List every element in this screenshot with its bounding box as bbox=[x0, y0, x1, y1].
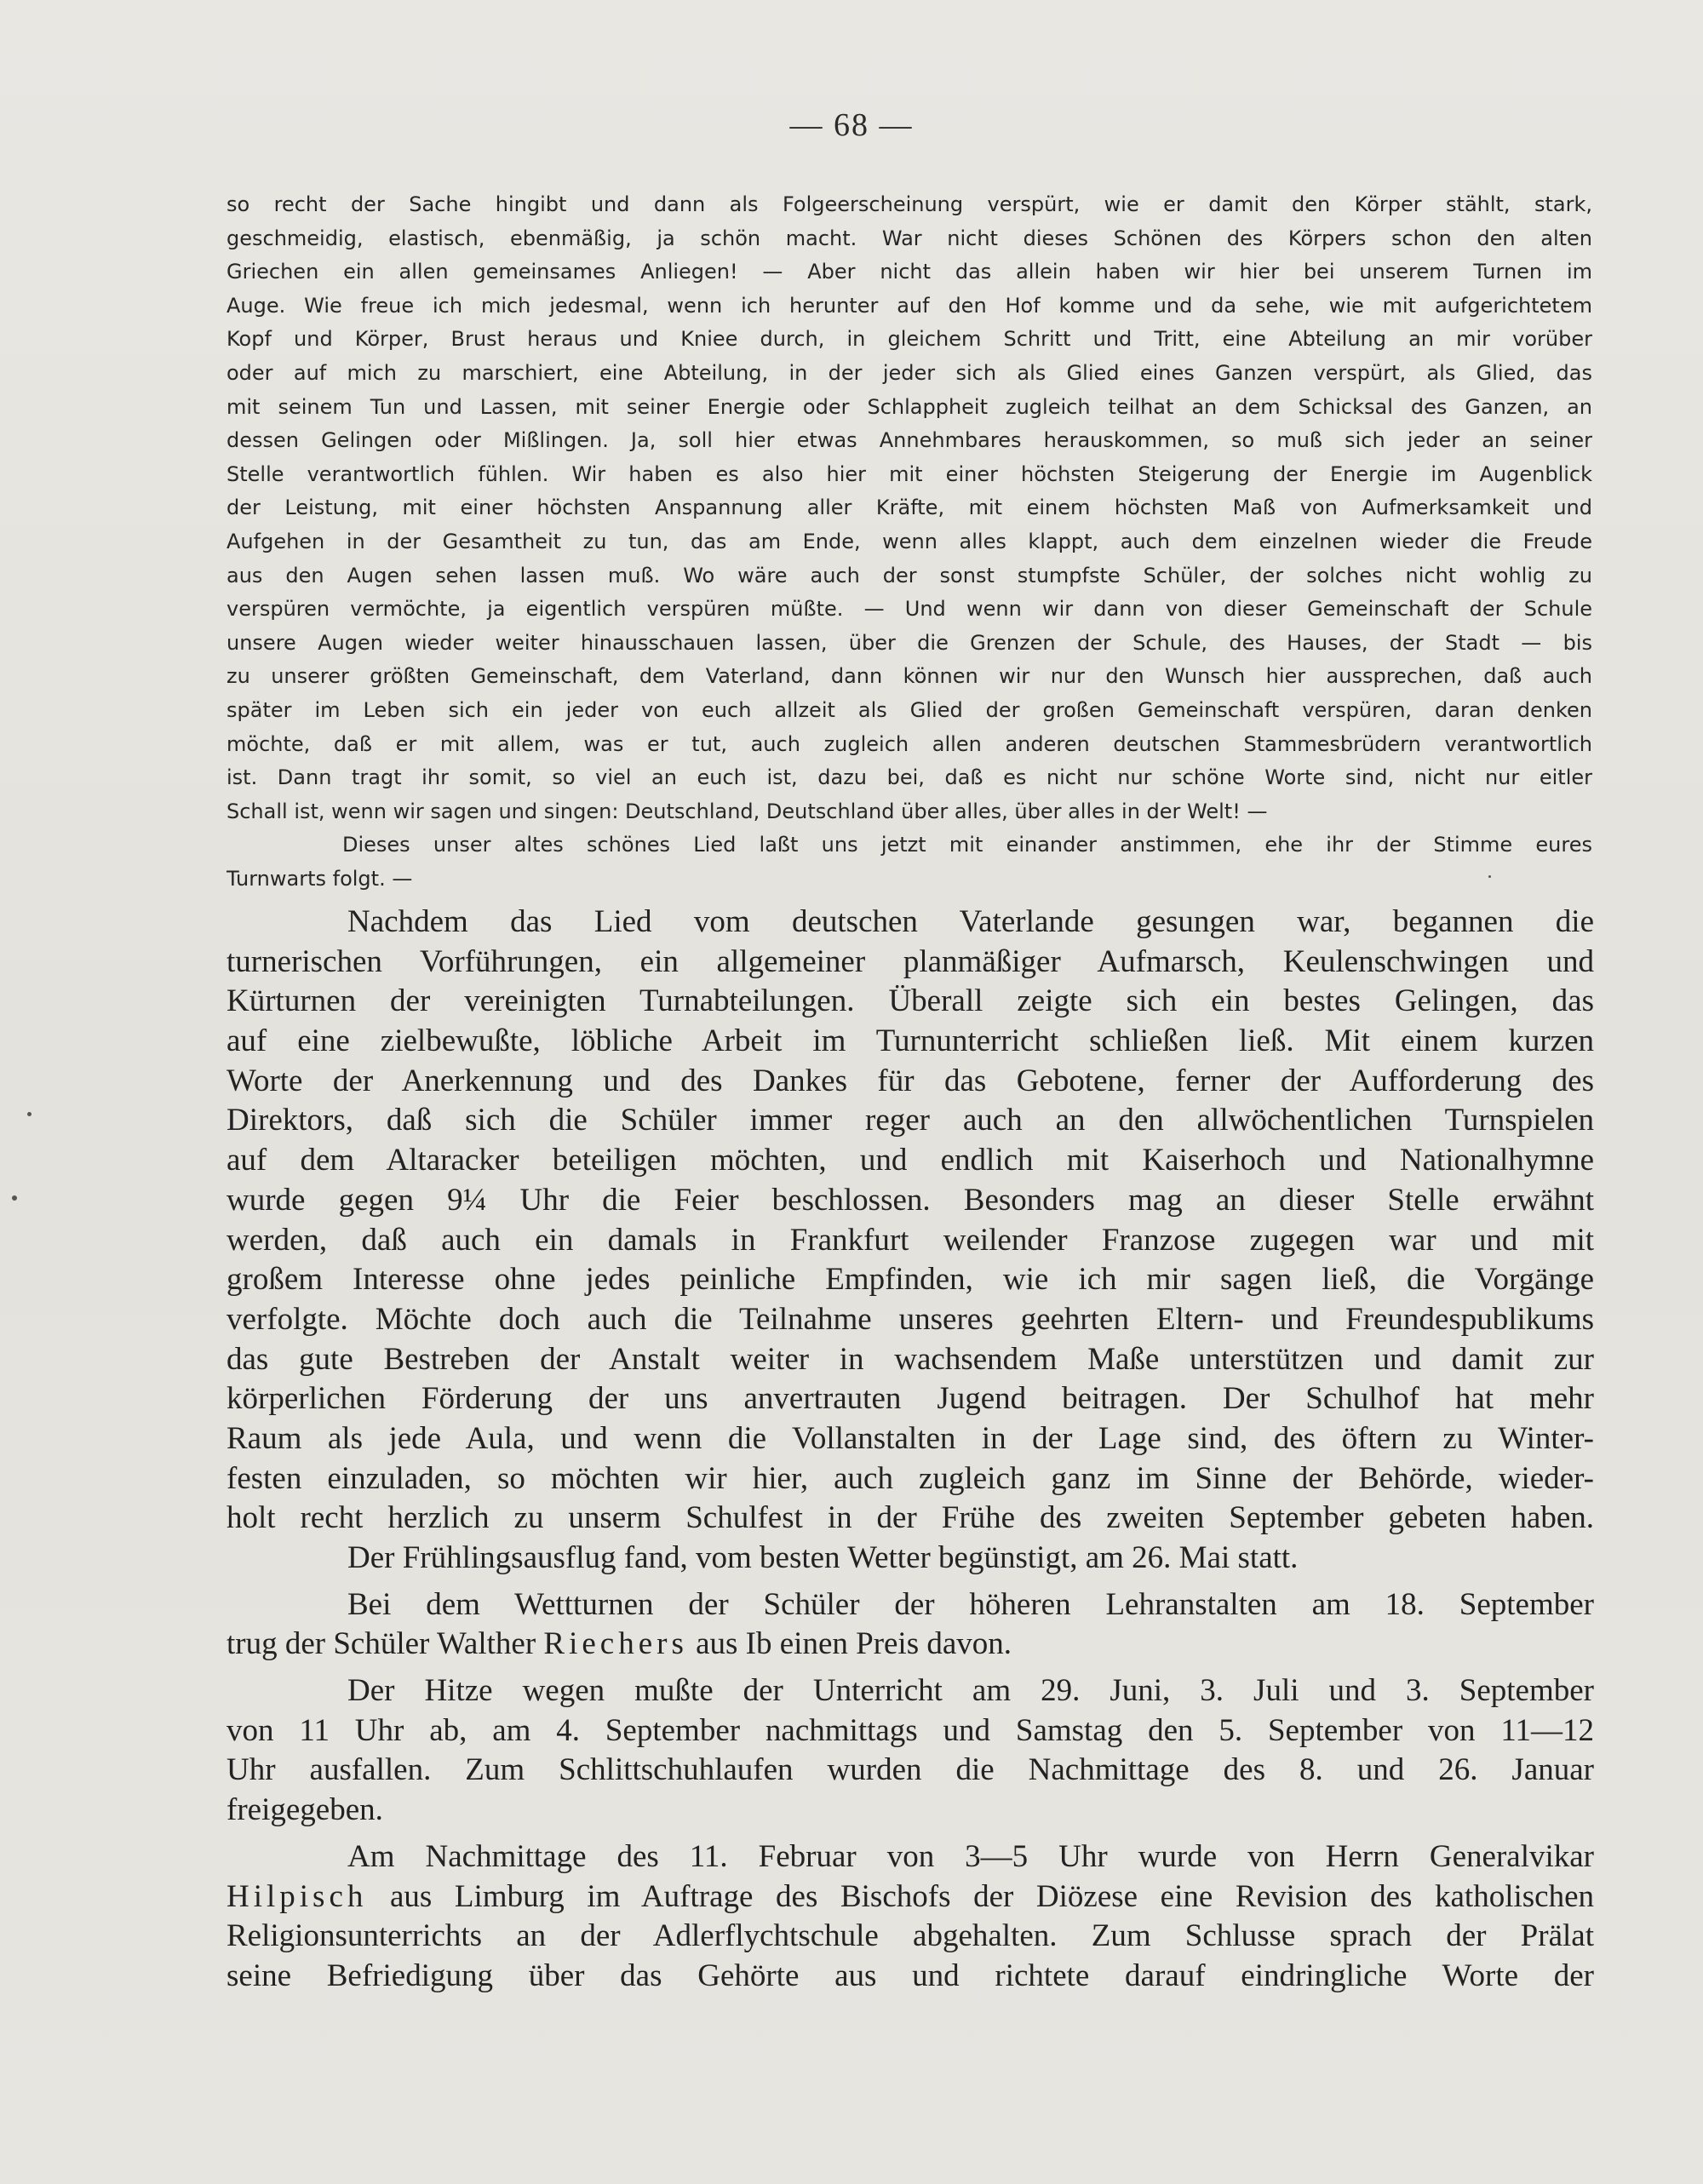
speech-line: Kopf und Körper, Brust heraus und Kniee durch, in gleichem Schritt und Tritt, eine Abteilung an mir vorüber bbox=[226, 327, 1592, 352]
speech-paragraph-2 bbox=[226, 828, 1592, 896]
page-number: — 68 — bbox=[789, 107, 914, 143]
speech-line: zu unserer größten Gemeinschaft, dem Vaterland, dann können wir nur den Wunsch hier aussprechen, daß auch bbox=[226, 664, 1592, 689]
speech-line: Schall ist, wenn wir sagen und singen: Deutschland, Deutschland über alles, über alles in der Welt! — bbox=[226, 799, 1268, 823]
report-text-segment: aus Limburg im Auftrage des Bischofs der Diözese eine Revision des katholischen bbox=[367, 1878, 1594, 1914]
speech-line: oder auf mich zu marschiert, eine Abteilung, in der jeder sich als Glied eines Ganzen verspürt, als Glied, das bbox=[226, 360, 1592, 385]
speech-line: Aufgehen in der Gesamtheit zu tun, das am Ende, wenn alles klappt, auch dem einzelnen wieder die Freude bbox=[226, 529, 1592, 553]
report-line: auf dem Altaracker beteiligen möchten, und endlich mit Kaiserhoch und Nationalhymne bbox=[226, 1143, 1594, 1178]
report-line: Direktors, daß sich die Schüler immer reger auch an den allwöchentlichen Turnspielen bbox=[226, 1103, 1594, 1138]
report-line: Kürturnen der vereinigten Turnabteilungen. Überall zeigte sich ein bestes Gelingen, das bbox=[226, 983, 1594, 1019]
report-text-segment: aus Ib einen Preis davon. bbox=[687, 1626, 1012, 1662]
report-line bbox=[226, 1625, 1594, 1665]
speech-line: dessen Gelingen oder Mißlingen. Ja, soll hier etwas Annehmbares herauskommen, so muß sich jeder an seiner bbox=[226, 428, 1592, 453]
speech-line: Auge. Wie freue ich mich jedesmal, wenn ich herunter auf den Hof komme und da sehe, wie mit aufgerichtetem bbox=[226, 293, 1592, 318]
speech-line: Turnwarts folgt. — bbox=[226, 866, 413, 891]
report-line: körperlichen Förderung der uns anvertrauten Jugend beitragen. Der Schulhof hat mehr bbox=[226, 1381, 1594, 1417]
report-line: Der Frühlingsausflug fand, vom besten Wetter begünstigt, am 26. Mai statt. bbox=[347, 1540, 1299, 1575]
speech-line: der Leistung, mit einer höchsten Anspannung aller Kräfte, mit einem höchsten Maß von Aufmerksamkeit und bbox=[226, 496, 1592, 520]
report-line: Worte der Anerkennung und des Dankes für das Gebotene, ferner der Aufforderung des bbox=[226, 1063, 1594, 1098]
report-line: Uhr ausfallen. Zum Schlittschuhlaufen wurden die Nachmittage des 8. und 26. Januar bbox=[226, 1752, 1594, 1788]
report-line: festen einzuladen, so möchten wir hier, auch zugleich ganz im Sinne der Behörde, wieder- bbox=[226, 1460, 1594, 1496]
report-line: von 11 Uhr ab, am 4. September nachmittags und Samstag den 5. September von 11—12 bbox=[226, 1712, 1594, 1748]
speech-line: unsere Augen wieder weiter hinausschauen lassen, über die Grenzen der Schule, des Hauses, der Stadt — bis bbox=[226, 630, 1592, 655]
report-paragraph-festival bbox=[226, 903, 1594, 1539]
speech-line: so recht der Sache hingibt und dann als Folgeerscheinung verspürt, wie er damit den Körper stählt, stark, bbox=[226, 192, 1592, 216]
speech-line: Griechen ein allen gemeinsames Anliegen! — Aber nicht das allein haben wir hier bei unserem Turnen im bbox=[226, 260, 1592, 284]
report-line: turnerischen Vorführungen, ein allgemeiner planmäßiger Aufmarsch, Keulenschwingen und bbox=[226, 943, 1594, 979]
paper-speck bbox=[12, 1195, 17, 1201]
report-line: Religionsunterrichts an der Adlerflychtschule abgehalten. Zum Schlusse sprach der Prälat bbox=[226, 1918, 1594, 1954]
report-paragraph-excursion bbox=[226, 1539, 1594, 1579]
report-text bbox=[226, 903, 1594, 1997]
report-paragraph-competition bbox=[226, 1585, 1594, 1665]
report-line bbox=[226, 1877, 1594, 1917]
report-paragraph-heat bbox=[226, 1671, 1594, 1831]
report-line: Bei dem Wettturnen der Schüler der höheren Lehranstalten am 18. September bbox=[347, 1586, 1594, 1622]
report-line: freigegeben. bbox=[226, 1792, 383, 1828]
report-line: großem Interesse ohne jedes peinliche Empfinden, wie ich mir sagen ließ, die Vorgänge bbox=[226, 1262, 1594, 1298]
report-line: auf eine zielbewußte, löbliche Arbeit im Turnunterricht schließen ließ. Mit einem kurzen bbox=[226, 1023, 1594, 1059]
student-name: Riechers bbox=[543, 1626, 688, 1662]
report-line: verfolgte. Möchte doch auch die Teilnahme unseres geehrten Eltern- und Freundespublikums bbox=[226, 1301, 1594, 1337]
report-line: Raum als jede Aula, und wenn die Vollanstalten in der Lage sind, des öftern zu Winter- bbox=[226, 1420, 1594, 1456]
speech-line: Dieses unser altes schönes Lied laßt uns jetzt mit einander anstimmen, ehe ihr der Stimme eures bbox=[342, 833, 1592, 857]
report-text-segment: trug der Schüler Walther bbox=[226, 1626, 544, 1662]
report-line: Am Nachmittage des 11. Februar von 3—5 Uhr wurde von Herrn Generalvikar bbox=[347, 1838, 1594, 1874]
report-line: werden, daß auch ein damals in Frankfurt weilender Franzose zugegen war und mit bbox=[226, 1222, 1594, 1258]
report-line: seine Befriedigung über das Gehörte aus und richtete darauf eindringliche Worte der bbox=[226, 1958, 1594, 1993]
speech-paragraph-1 bbox=[226, 188, 1592, 828]
vicar-name: Hilpisch bbox=[226, 1878, 368, 1914]
report-paragraph-revision bbox=[226, 1837, 1594, 1997]
speech-line: aus den Augen sehen lassen muß. Wo wäre auch der sonst stumpfste Schüler, der solches nicht wohlig zu bbox=[226, 563, 1592, 588]
speech-line: geschmeidig, elastisch, ebenmäßig, ja schön macht. War nicht dieses Schönen des Körpers schon den alten bbox=[226, 226, 1592, 250]
speech-line: möchte, daß er mit allem, was er tut, auch zugleich allen anderen deutschen Stammesbrüdern verantwortlich bbox=[226, 731, 1592, 756]
report-line: das gute Bestreben der Anstalt weiter in wachsendem Maße unterstützen und damit zur bbox=[226, 1341, 1594, 1377]
report-line: wurde gegen 9¼ Uhr die Feier beschlossen. Besonders mag an dieser Stelle erwähnt bbox=[226, 1182, 1594, 1218]
speech-line: verspüren vermöchte, ja eigentlich verspüren müßte. — Und wenn wir dann von dieser Gemeinschaft der Schule bbox=[226, 597, 1592, 622]
paper-speck bbox=[27, 1112, 32, 1116]
report-line: Der Hitze wegen mußte der Unterricht am 29. Juni, 3. Juli und 3. September bbox=[347, 1673, 1594, 1709]
speech-line: Stelle verantwortlich fühlen. Wir haben es also hier mit einer höchsten Steigerung der Energie im Augenblick bbox=[226, 461, 1592, 486]
speech-line: ist. Dann tragt ihr somit, so viel an euch ist, dazu bei, daß es nicht nur schöne Worte sind, nicht nur eitler bbox=[226, 765, 1592, 790]
paper-speck bbox=[1488, 875, 1491, 878]
speech-line: später im Leben sich ein jeder von euch allzeit als Glied der großen Gemeinschaft verspüren, daran denken bbox=[226, 697, 1592, 722]
report-line: holt recht herzlich zu unserm Schulfest in der Frühe des zweiten September gebeten haben. bbox=[226, 1500, 1594, 1536]
report-line: Nachdem das Lied vom deutschen Vaterlande gesungen war, begannen die bbox=[347, 904, 1594, 939]
speech-excerpt bbox=[226, 188, 1592, 896]
speech-line: mit seinem Tun und Lassen, mit seiner Energie oder Schlappheit zugleich teilhat an dem Schicksal des Ganzen, an bbox=[226, 394, 1592, 419]
